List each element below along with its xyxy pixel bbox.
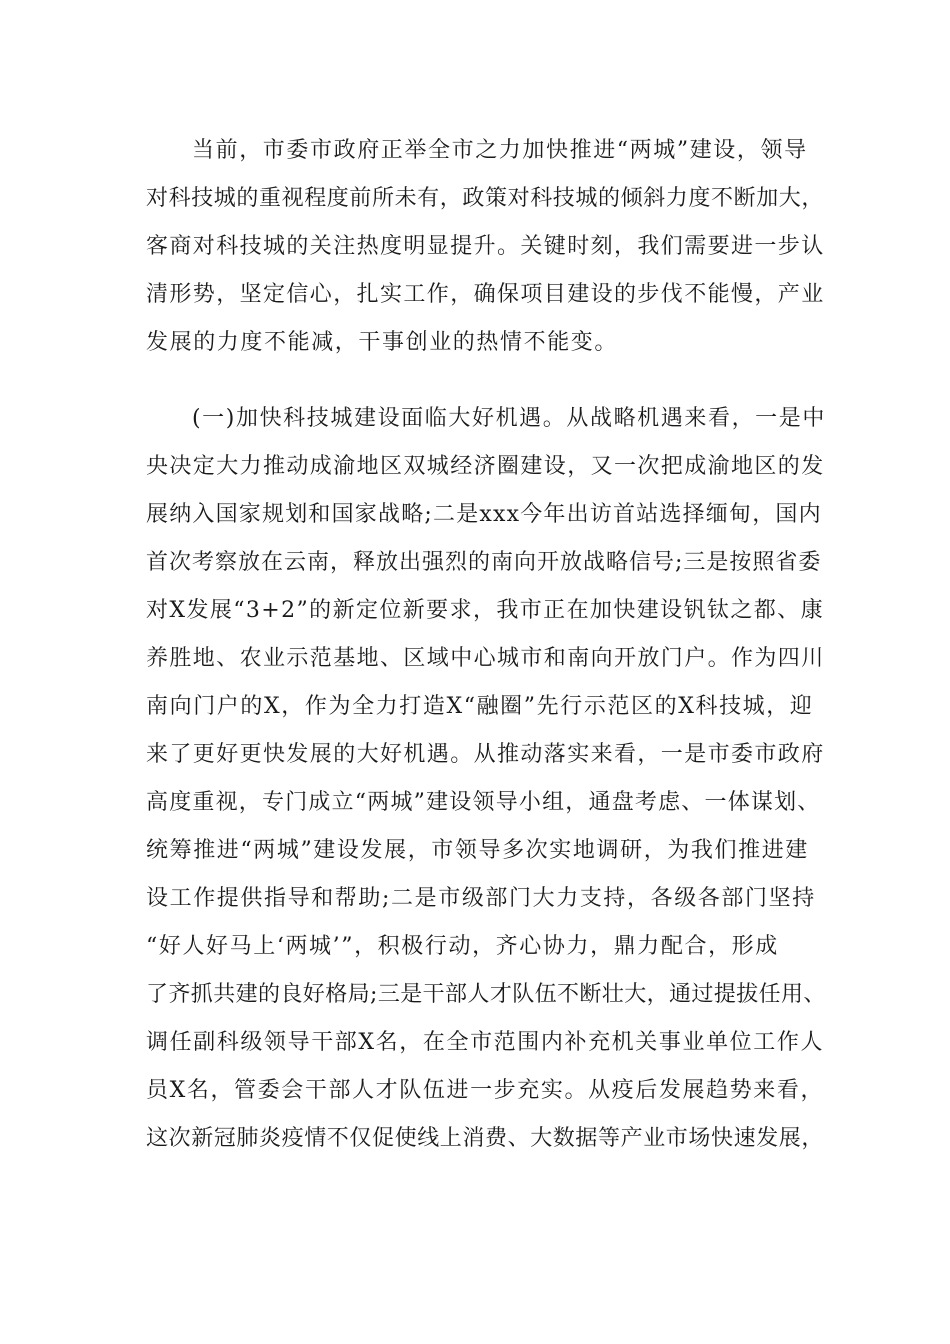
paragraph-2-line-7: 南向门户的X，作为全力打造X“融圈”先行示范区的X科技城，迎 [146,694,814,719]
paragraph-2-line-13: 了齐抓共建的良好格局;三是干部人才队伍不断壮大，通过提拔任用、 [146,982,826,1007]
paragraph-2-line-1: (一)加快科技城建设面临大好机遇。从战略机遇来看，一是中 [192,406,826,431]
paragraph-2-line-11: 设工作提供指导和帮助;二是市级部门大力支持，各级各部门坚持 [146,886,816,911]
paragraph-1-line-4: 清形势，坚定信心，扎实工作，确保项目建设的步伐不能慢，产业 [146,282,825,307]
paragraph-2-line-15: 员X名，管委会干部人才队伍进一步充实。从疫后发展趋势来看， [146,1078,825,1103]
paragraph-1-line-2: 对科技城的重视程度前所未有，政策对科技城的倾斜力度不断加大， [146,186,825,211]
paragraph-1-line-3: 客商对科技城的关注热度明显提升。关键时刻，我们需要进一步认 [146,234,825,259]
paragraph-2-line-16: 这次新冠肺炎疫情不仅促使线上消费、大数据等产业市场快速发展， [146,1126,825,1151]
paragraph-2-line-3: 展纳入国家规划和国家战略;二是xxx今年出访首站选择缅甸，国内 [146,502,822,527]
paragraph-1-line-5: 发展的力度不能减，干事创业的热情不能变。 [146,330,619,355]
paragraph-2-line-8: 来了更好更快发展的大好机遇。从推动落实来看，一是市委市政府 [146,742,825,767]
paragraph-2-line-4: 首次考察放在云南，释放出强烈的南向开放战略信号;三是按照省委 [146,550,822,575]
paragraph-2-line-10: 统筹推进“两城”建设发展，市领导多次实地调研，为我们推进建 [146,838,809,863]
paragraph-2-line-5: 对X发展“3+2”的新定位新要求，我市正在加快建设钒钛之都、康 [146,598,824,623]
paragraph-2-line-14: 调任副科级领导干部X名，在全市范围内补充机关事业单位工作人 [146,1030,825,1055]
paragraph-2-line-2: 央决定大力推动成渝地区双城经济圈建设，又一次把成渝地区的发 [146,454,825,479]
paragraph-2-line-6: 养胜地、农业示范基地、区域中心城市和南向开放门户。作为四川 [146,646,825,671]
paragraph-1-line-1: 当前，市委市政府正举全市之力加快推进“两城”建设，领导 [192,138,808,163]
paragraph-2-line-9: 高度重视，专门成立“两城”建设领导小组，通盘考虑、一体谋划、 [146,790,821,815]
paragraph-2-line-12: “好人好马上‘两城’”，积极行动，齐心协力，鼎力配合，形成 [146,934,779,959]
